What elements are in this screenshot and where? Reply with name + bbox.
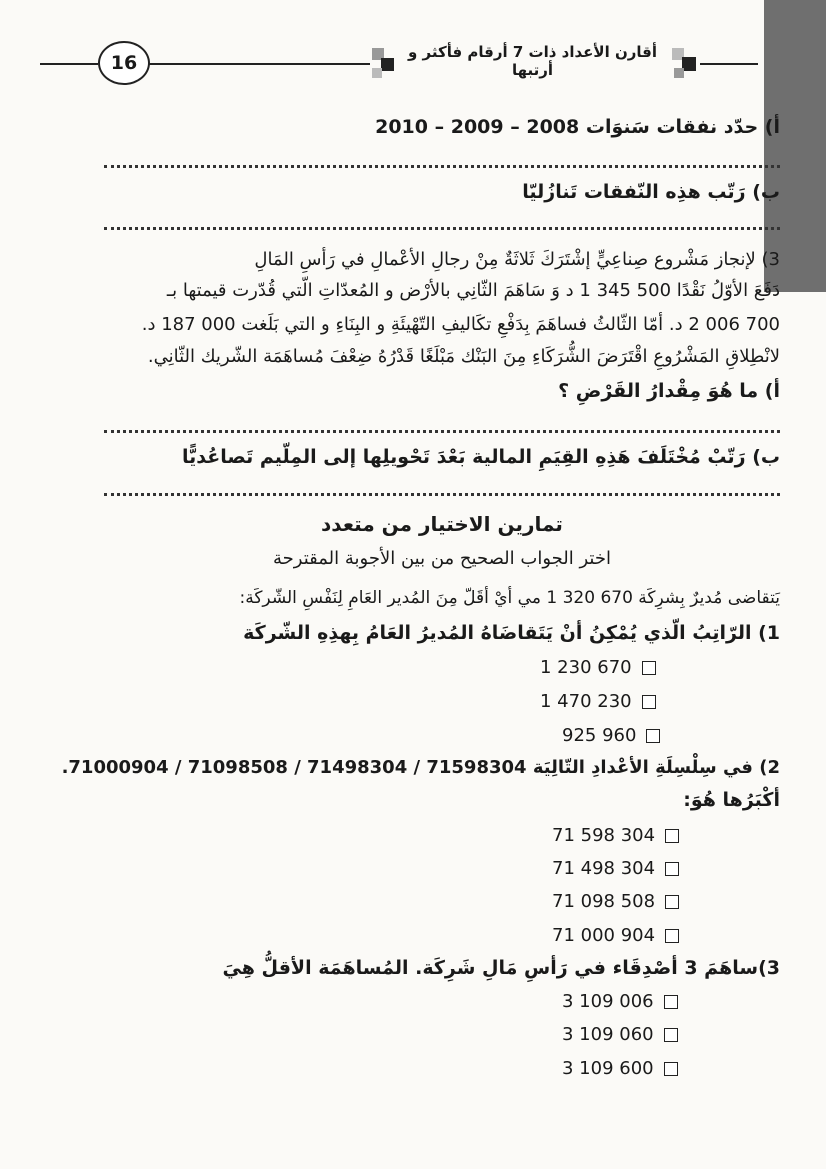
header-rule-left [40, 63, 98, 65]
checkbox[interactable] [664, 1062, 678, 1076]
question-years: أ) حدّد نفقات سَنوَات 2008 – 2009 – 2010 [375, 116, 780, 138]
header-rule-right [700, 63, 758, 65]
mcq-q3-option-2[interactable]: 3 109 060 [562, 1024, 678, 1045]
mcq-instruction: اختر الجواب الصحيح من بين الأجوبة المقترحة [273, 548, 611, 569]
mcq-q2-question: 2) في سِلْسِلَةِ الأعْدادِ التّالِيَة 71598304 / 71498304 / 71098508 / 71000904. [61, 757, 780, 778]
header-squares-right [672, 48, 698, 80]
question-rank-expenses: ب) رَتّب هذِه النّفقات تَنازُليّا [522, 181, 780, 203]
header-rule-middle [146, 63, 370, 65]
mcq-q3-option-3[interactable]: 3 109 600 [562, 1058, 678, 1079]
mcq-q1-question: 1) الرّاتِبُ الّذي يُمْكِنُ أنْ يَتَقاضَاهُ المُديرُ العَامُ بِهذِهِ الشّركَة [243, 622, 780, 644]
answer-line [104, 493, 780, 496]
mcq-q1-option-2[interactable]: 1 470 230 [540, 691, 656, 712]
mcq-q2-option-4[interactable]: 71 000 904 [552, 925, 679, 946]
mcq-q3-question: 3)ساهَمَ 3 أصْدِقَاء في رَأسِ مَالِ شَرِكَة. المُساهَمَة الأقلُّ هِيَ [222, 957, 780, 979]
problem3-part-a: أ) ما هُوَ مِقْدارُ القَرْضِ ؟ [558, 380, 780, 402]
checkbox[interactable] [665, 862, 679, 876]
checkbox[interactable] [664, 995, 678, 1009]
mcq-intro: يَتقاضى مُديرٌ بِشرِكَة 670 320 1 مي أيْ أقَلّ مِنَ المُدير العَامِ لِنَفْسِ الشّركَة: [239, 588, 780, 608]
page-number: 16 [98, 41, 150, 85]
problem3-line3: 700 006 2 د. أمّا الثّالثُ فساهَمَ بِدَفْعِ تكَاليفِ التّهْيئَةِ و البِنَاءِ و التي بَلَغت 000 187 د. [141, 314, 780, 335]
checkbox[interactable] [665, 829, 679, 843]
mcq-q2-option-2[interactable]: 71 498 304 [552, 858, 679, 879]
answer-line [104, 227, 780, 230]
mcq-q1-option-1[interactable]: 1 230 670 [540, 657, 656, 678]
mcq-q2-option-1[interactable]: 71 598 304 [552, 825, 679, 846]
mcq-q2-option-3[interactable]: 71 098 508 [552, 891, 679, 912]
mcq-title: تمارين الاختيار من متعدد [321, 512, 563, 536]
answer-line [104, 165, 780, 168]
problem3-line1: 3) لإنجاز مَشْروع صِناعِيٍّ إشْتَرَكَ ثَلاثَةٌ مِنْ رجالِ الأعْمالِ في رَأسِ المَالِ [254, 249, 780, 270]
header-title: أقارن الأعداد ذات 7 أرقام فأكثر و أرتبها [408, 43, 657, 79]
checkbox[interactable] [665, 895, 679, 909]
problem3-line4: لانْطِلاقِ المَشْرُوعِ اقْتَرَضَ الشُّرَكَاءِ مِنَ البَنْك مَبْلَغًا قَدْرُهُ ضِعْفَ مُساهَمَة الشّريك الثّانِي. [147, 346, 780, 367]
checkbox[interactable] [664, 1028, 678, 1042]
checkbox[interactable] [665, 929, 679, 943]
header-squares-left [372, 48, 394, 80]
mcq-q2-question-line2: أكْبَرُها هُوَ: [683, 789, 780, 811]
checkbox[interactable] [646, 729, 660, 743]
checkbox[interactable] [642, 661, 656, 675]
checkbox[interactable] [642, 695, 656, 709]
problem3-line2: دَفَعَ الأوّلُ نَقْدًا 500 345 1 د وَ سَاهَمَ الثّانِي بالأرْض و المُعدّاتِ الّتي قُدّرت قيمتها بـ [166, 280, 780, 301]
problem3-part-b: ب) رَتّبْ مُخْتَلَفَ هَذِهِ القِيَمِ المالية بَعْدَ تَحْويلِها إلى المِلّيم تَصاعُديًّا [182, 446, 780, 468]
mcq-q3-option-1[interactable]: 3 109 006 [562, 991, 678, 1012]
mcq-q1-option-3[interactable]: 925 960 [562, 725, 660, 746]
answer-line [104, 430, 780, 433]
